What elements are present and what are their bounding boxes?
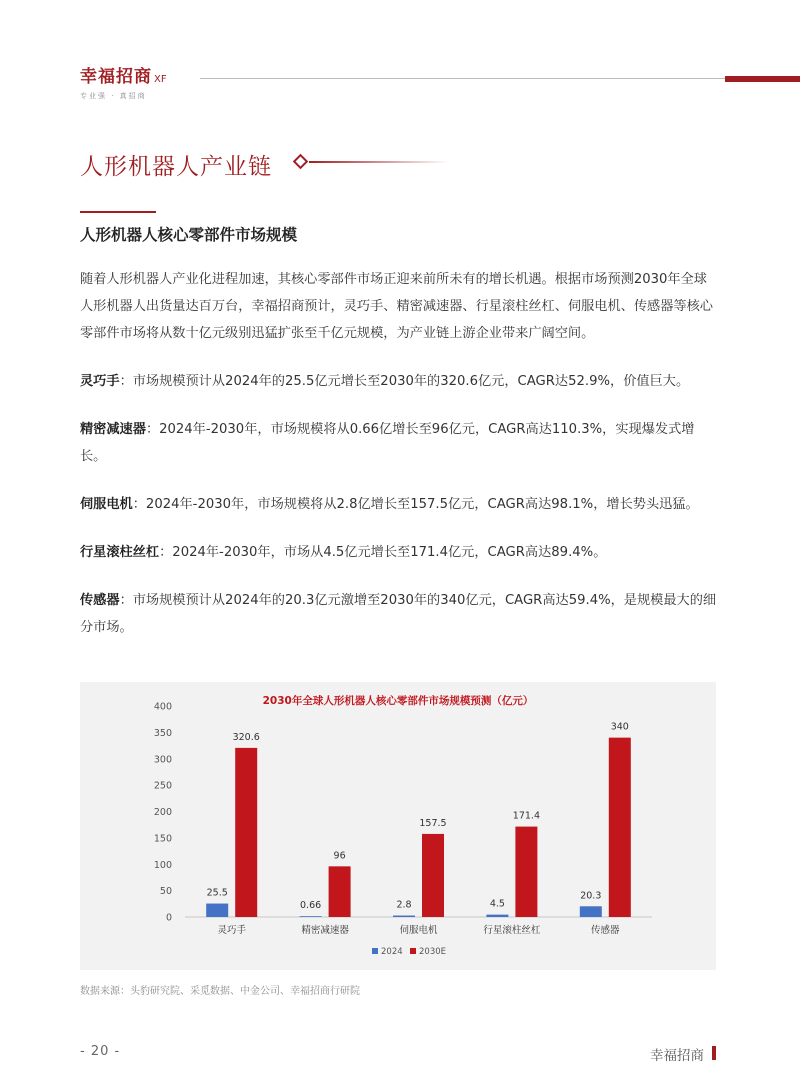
subtitle: 人形机器人核心零部件市场规模	[80, 226, 298, 244]
data-label: 157.5	[419, 817, 447, 829]
y-tick-label: 50	[159, 886, 172, 898]
data-label: 20.3	[580, 890, 602, 902]
subtitle-accent-line	[80, 211, 156, 213]
item-lead: 灵巧手	[80, 374, 120, 389]
legend-swatch-2030e	[410, 948, 416, 954]
item-text: ：市场规模预计从2024年的20.3亿元激增至2030年的340亿元，CAGR高达59.4%，是规模最大的细分市场。	[80, 593, 717, 635]
data-label: 4.5	[489, 898, 505, 910]
legend-label: 2030E	[419, 947, 447, 957]
legend-swatch-2024	[372, 948, 378, 954]
logo-text: 幸福招商	[80, 67, 152, 87]
item-text: ：2024年-2030年，市场从4.5亿元增长至171.4亿元，CAGR高达89.4%。	[159, 545, 607, 560]
y-tick-label: 400	[153, 701, 172, 713]
data-label: 25.5	[206, 887, 228, 899]
item-lead: 精密减速器	[80, 422, 146, 437]
item-text: ：2024年-2030年，市场规模将从0.66亿增长至96亿元，CAGR高达110.3%，实现爆发式增长。	[80, 422, 695, 464]
y-tick-label: 150	[153, 833, 172, 845]
bar-chart	[80, 682, 716, 970]
footer-brand: 幸福招商	[650, 1048, 704, 1064]
decor-line	[309, 161, 449, 163]
bar-2024	[393, 916, 415, 917]
y-tick-label: 250	[153, 780, 172, 792]
bar-2030e	[515, 827, 537, 917]
x-tick-label: 灵巧手	[217, 925, 246, 936]
bar-2030e	[609, 738, 631, 917]
item-lead: 伺服电机	[80, 497, 133, 512]
data-label: 171.4	[512, 810, 541, 822]
x-tick-label: 传感器	[591, 925, 620, 936]
y-tick-label: 0	[165, 912, 172, 924]
section-title: 人形机器人产业链	[80, 154, 272, 180]
bar-2030e	[235, 748, 257, 917]
item-text: ：2024年-2030年，市场规模将从2.8亿增长至157.5亿元，CAGR高达98.1%，增长势头迅猛。	[132, 497, 699, 512]
data-label: 96	[333, 850, 346, 862]
y-tick-label: 350	[153, 727, 172, 739]
y-tick-label: 200	[153, 807, 172, 818]
bar-2024	[300, 916, 322, 917]
page-number: - 20 -	[80, 1044, 121, 1059]
diamond-icon	[293, 154, 309, 170]
item-paragraph-reducer	[80, 416, 720, 470]
legend-label: 2024	[381, 947, 403, 957]
chart-svg	[80, 682, 716, 970]
footer-accent-bar	[712, 1046, 716, 1060]
bar-2030e	[329, 866, 351, 917]
data-label: 0.66	[300, 900, 322, 912]
logo-suffix: XF	[154, 74, 167, 85]
x-tick-label: 精密减速器	[301, 925, 349, 936]
item-text: ：市场规模预计从2024年的25.5亿元增长至2030年的320.6亿元，CAGR达52.9%，价值巨大。	[119, 374, 690, 389]
data-label: 340	[610, 721, 629, 733]
logo-mark	[80, 62, 167, 87]
item-paragraph-roller-screw	[80, 539, 720, 566]
y-tick-label: 100	[153, 859, 172, 871]
item-paragraph-dexterous-hand	[80, 368, 720, 395]
x-tick-label: 行星滚柱丝杠	[483, 925, 541, 936]
header-divider	[200, 78, 725, 79]
bar-2024	[206, 904, 228, 917]
item-lead: 传感器	[80, 593, 120, 608]
logo-slogan: 专业强 · 真招商	[80, 92, 147, 100]
data-source: 数据来源：头豹研究院、采觅数据、中金公司、幸福招商行研院	[80, 986, 360, 997]
intro-paragraph: 随着人形机器人产业化进程加速，其核心零部件市场正迎来前所未有的增长机遇。根据市场预测2030年全球人形机器人出货量达百万台，幸福招商预计，灵巧手、精密减速器、行星滚柱丝杠、伺服电机、传感器等核心零部件市场将从数十亿元级别迅猛扩张至千亿元规模，为产业链上游企业带来广阔空间。	[80, 272, 713, 341]
x-tick-label: 伺服电机	[399, 925, 438, 936]
data-label: 2.8	[396, 899, 412, 911]
item-lead: 行星滚柱丝杠	[80, 545, 160, 560]
body-content	[80, 266, 720, 662]
data-label: 320.6	[232, 731, 260, 743]
header-logo	[80, 62, 167, 101]
chart-title: 2030年全球人形机器人核心零部件市场规模预测（亿元）	[262, 695, 534, 707]
item-paragraph-servo-motor	[80, 491, 720, 518]
item-paragraph-sensor	[80, 587, 720, 641]
y-tick-label: 300	[153, 754, 172, 766]
bar-2030e	[422, 834, 444, 917]
bar-2024	[580, 906, 602, 917]
bar-2024	[486, 915, 508, 917]
header-accent-bar	[725, 76, 800, 82]
title-decoration	[295, 155, 450, 169]
